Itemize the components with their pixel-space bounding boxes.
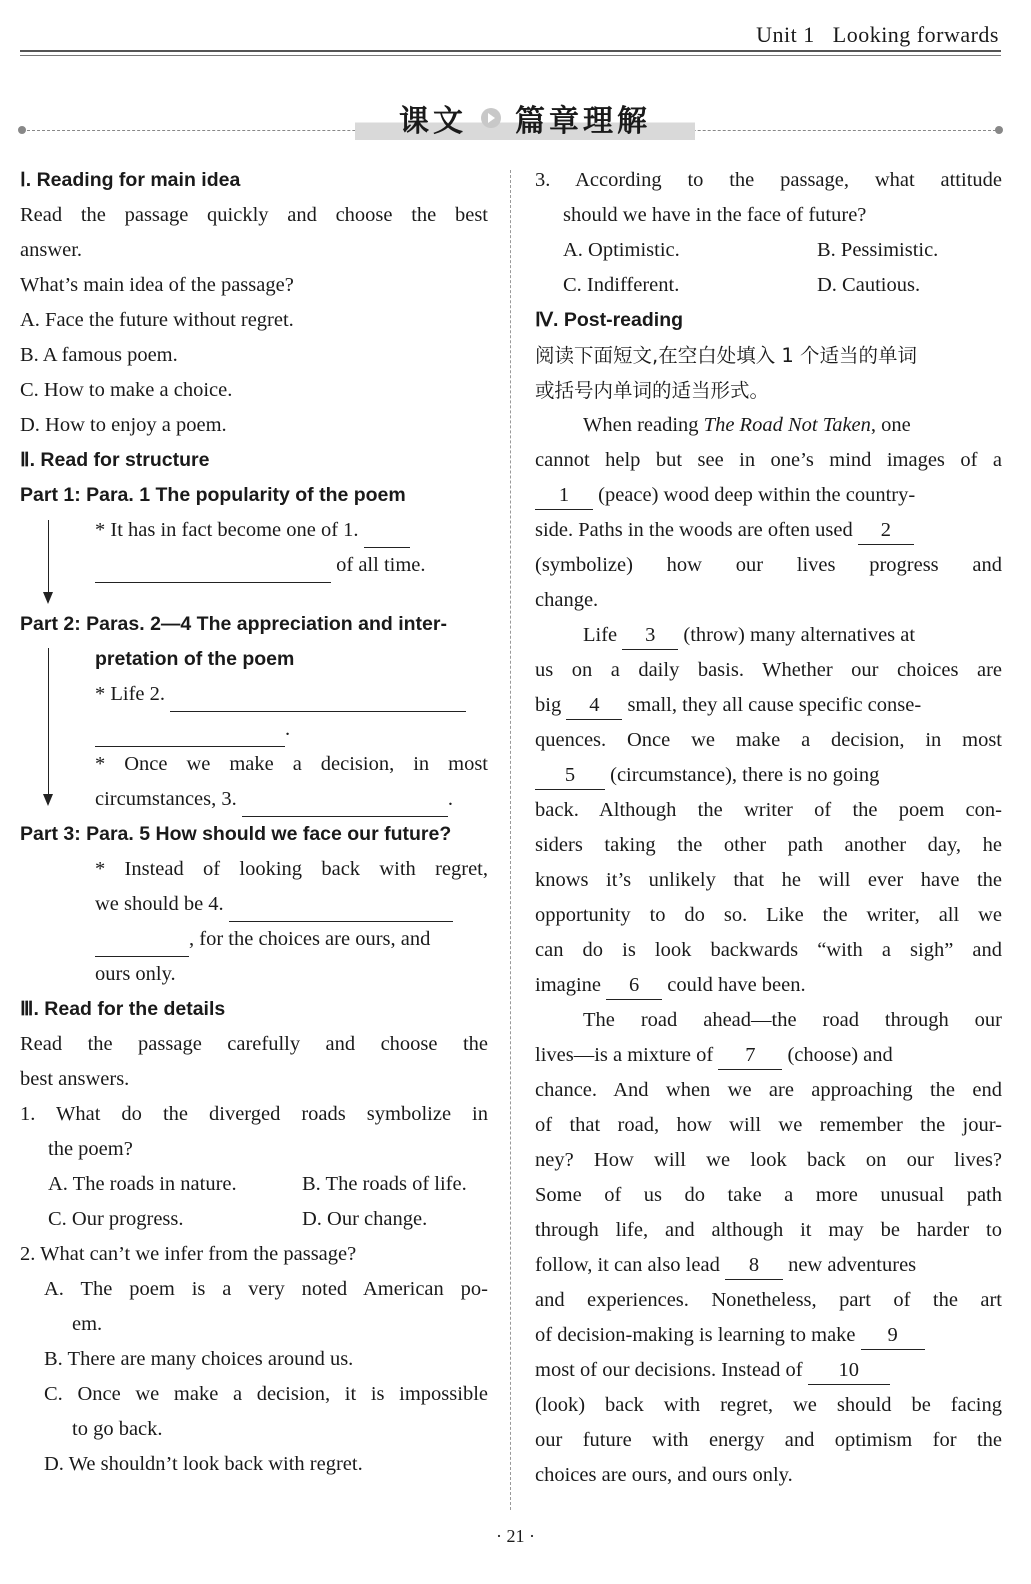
s1-instruction: Read the passage quickly and choose the best	[20, 204, 488, 226]
blank-2[interactable]: 2	[858, 516, 914, 545]
passage-line: lives—is a mixture of 7 (choose) and	[535, 1038, 1002, 1073]
part-2-heading: Part 2: Paras. 2—4 The appreciation and inter-	[20, 613, 447, 635]
passage-line: ney? How will we look back on our lives?	[535, 1149, 1002, 1171]
header-title: Looking forwards	[832, 22, 999, 47]
blank-8[interactable]: 8	[725, 1251, 783, 1280]
q1-option-d: D. Our change.	[302, 1208, 428, 1230]
passage-line: most of our decisions. Instead of 10	[535, 1353, 1002, 1388]
banner-right-text: 篇章理解	[515, 104, 651, 139]
s1-option-c: C. How to make a choice.	[20, 379, 233, 401]
passage-line: knows it’s unlikely that he will ever have the	[535, 869, 1002, 891]
s1-question: What’s main idea of the passage?	[20, 274, 294, 296]
right-column	[535, 163, 1002, 1493]
section-2-title: Ⅱ. Read for structure	[20, 449, 210, 471]
passage-line: change.	[535, 589, 599, 611]
q2-option-c-2: to go back.	[72, 1418, 163, 1440]
passage-line: Life 3 (throw) many alternatives at	[535, 618, 1002, 653]
poem-title: The Road Not Taken	[703, 414, 871, 436]
q2-option-b: B. There are many choices around us.	[44, 1348, 354, 1370]
q2-option-d: D. We shouldn’t look back with regret.	[44, 1453, 363, 1475]
header-unit: Unit 1	[756, 22, 815, 47]
part-1-line-2: of all time.	[20, 548, 488, 583]
passage-line: When reading The Road Not Taken, one	[583, 414, 911, 436]
q2-stem: 2. What can’t we infer from the passage?	[20, 1243, 357, 1265]
passage-line: of decision-making is learning to make 9	[535, 1318, 1002, 1353]
passage-line: cannot help but see in one’s mind images of a	[535, 449, 1002, 471]
s4-instruction: 阅读下面短文,在空白处填入 1 个适当的单词	[535, 344, 918, 367]
q3-option-a: A. Optimistic.	[563, 239, 680, 261]
part-3-line-3: , for the choices are ours, and	[20, 922, 488, 957]
part-1-line-1: * It has in fact become one of 1.	[20, 513, 488, 548]
q3-option-d: D. Cautious.	[817, 274, 921, 296]
part-2-line-3: * Once we make a decision, in most	[95, 753, 488, 775]
q1-stem: 1. What do the diverged roads symbolize in	[20, 1103, 488, 1125]
q1-options-ab	[20, 1167, 488, 1202]
passage-line: our future with energy and optimism for the	[535, 1429, 1002, 1451]
section-1-title: Ⅰ. Reading for main idea	[20, 169, 241, 191]
part-3-line-4: ours only.	[95, 963, 176, 985]
banner-dot-right	[995, 126, 1003, 134]
passage-line: (look) back with regret, we should be facing	[535, 1394, 1002, 1416]
passage-line: 5 (circumstance), there is no going	[535, 758, 1002, 793]
blank-7[interactable]: 7	[718, 1041, 782, 1070]
s3-instruction-2: best answers.	[20, 1068, 130, 1090]
blank-5[interactable]: 5	[535, 761, 605, 790]
answer-blank[interactable]	[229, 897, 453, 922]
part-1-heading: Part 1: Para. 1 The popularity of the poem	[20, 484, 406, 506]
passage-line: can do is look backwards “with a sigh” and	[535, 939, 1002, 961]
q3-option-b: B. Pessimistic.	[817, 239, 939, 261]
answer-blank[interactable]	[170, 687, 466, 712]
q1-option-b: B. The roads of life.	[302, 1173, 467, 1195]
section-banner	[355, 96, 695, 140]
play-arrow-icon	[481, 108, 501, 128]
passage-line: siders taking the other path another day, he	[535, 834, 1002, 856]
passage-line: imagine 6 could have been.	[535, 968, 1002, 1003]
passage-line: of that road, how will we remember the jour-	[535, 1114, 1002, 1136]
q3-option-c: C. Indifferent.	[563, 274, 680, 296]
q1-options-cd	[20, 1202, 488, 1237]
page-number: · 21 ·	[496, 1526, 535, 1546]
header-rule	[20, 50, 1001, 52]
q3-options-cd	[535, 268, 1002, 303]
q3-options-ab	[535, 233, 1002, 268]
s1-option-a: A. Face the future without regret.	[20, 309, 294, 331]
part-3-line-1: * Instead of looking back with regret,	[95, 858, 488, 880]
q2-option-c: C. Once we make a decision, it is impossible	[44, 1383, 488, 1405]
s3-instruction: Read the passage carefully and choose the	[20, 1033, 488, 1055]
left-column	[20, 163, 488, 1482]
blank-9[interactable]: 9	[861, 1321, 925, 1350]
passage-line: and experiences. Nonetheless, part of the art	[535, 1289, 1002, 1311]
blank-10[interactable]: 10	[808, 1356, 890, 1385]
s1-option-b: B. A famous poem.	[20, 344, 178, 366]
s4-instruction-2: 或括号内单词的适当形式。	[535, 379, 770, 402]
part-2-heading-2: pretation of the poem	[95, 648, 295, 670]
blank-4[interactable]: 4	[566, 691, 622, 720]
q2-option-a: A. The poem is a very noted American po-	[44, 1278, 488, 1300]
passage-line: quences. Once we make a decision, in most	[535, 729, 1002, 751]
part-3-line-2: we should be 4.	[20, 887, 488, 922]
part-1-arrow	[48, 520, 49, 602]
passage-line: choices are ours, and ours only.	[535, 1464, 793, 1486]
passage-line: through life, and although it may be harder to	[535, 1219, 1002, 1241]
blank-3[interactable]: 3	[622, 621, 678, 650]
passage-line: follow, it can also lead 8 new adventures	[535, 1248, 1002, 1283]
answer-blank[interactable]	[242, 792, 448, 817]
blank-6[interactable]: 6	[606, 971, 662, 1000]
q1-option-a: A. The roads in nature.	[48, 1173, 237, 1195]
answer-blank[interactable]	[95, 558, 331, 583]
passage-line: chance. And when we are approaching the end	[535, 1079, 1002, 1101]
q1-option-c: C. Our progress.	[48, 1208, 184, 1230]
part-2-line-4: circumstances, 3. .	[20, 782, 488, 817]
passage-line: opportunity to do so. Like the writer, all we	[535, 904, 1002, 926]
q1-stem-2: the poem?	[48, 1138, 133, 1160]
q3-stem: 3. According to the passage, what attitude	[535, 169, 1002, 191]
passage-line: 1 (peace) wood deep within the country-	[535, 478, 1002, 513]
answer-blank[interactable]	[364, 523, 410, 548]
passage-line: back. Although the writer of the poem con-	[535, 799, 1002, 821]
passage-line: big 4 small, they all cause specific conse-	[535, 688, 1002, 723]
column-divider	[510, 170, 511, 1510]
part-2-arrow	[48, 648, 49, 804]
answer-blank[interactable]	[95, 722, 285, 747]
s1-option-d: D. How to enjoy a poem.	[20, 414, 227, 436]
passage-line: (symbolize) how our lives progress and	[535, 554, 1002, 576]
q2-option-a-2: em.	[72, 1313, 103, 1335]
passage-line: The road ahead—the road through our	[583, 1009, 1002, 1031]
passage-line: us on a daily basis. Whether our choices are	[535, 659, 1002, 681]
passage-line: Some of us do take a more unusual path	[535, 1184, 1002, 1206]
part-3-heading: Part 3: Para. 5 How should we face our future?	[20, 823, 452, 845]
part-2-line-2: .	[20, 712, 488, 747]
part-2-line-1: * Life 2.	[20, 677, 488, 712]
q3-stem-2: should we have in the face of future?	[563, 204, 867, 226]
passage-line: side. Paths in the woods are often used 2	[535, 513, 1002, 548]
banner-left-text: 课文	[399, 104, 467, 139]
blank-1[interactable]: 1	[535, 481, 593, 510]
answer-blank[interactable]	[95, 932, 189, 957]
banner-dot-left	[18, 126, 26, 134]
section-3-title: Ⅲ. Read for the details	[20, 998, 226, 1020]
section-4-title: Ⅳ. Post-reading	[535, 309, 684, 331]
s1-instruction-2: answer.	[20, 239, 83, 261]
header-rule-thin	[20, 55, 1001, 56]
running-header	[756, 22, 999, 48]
